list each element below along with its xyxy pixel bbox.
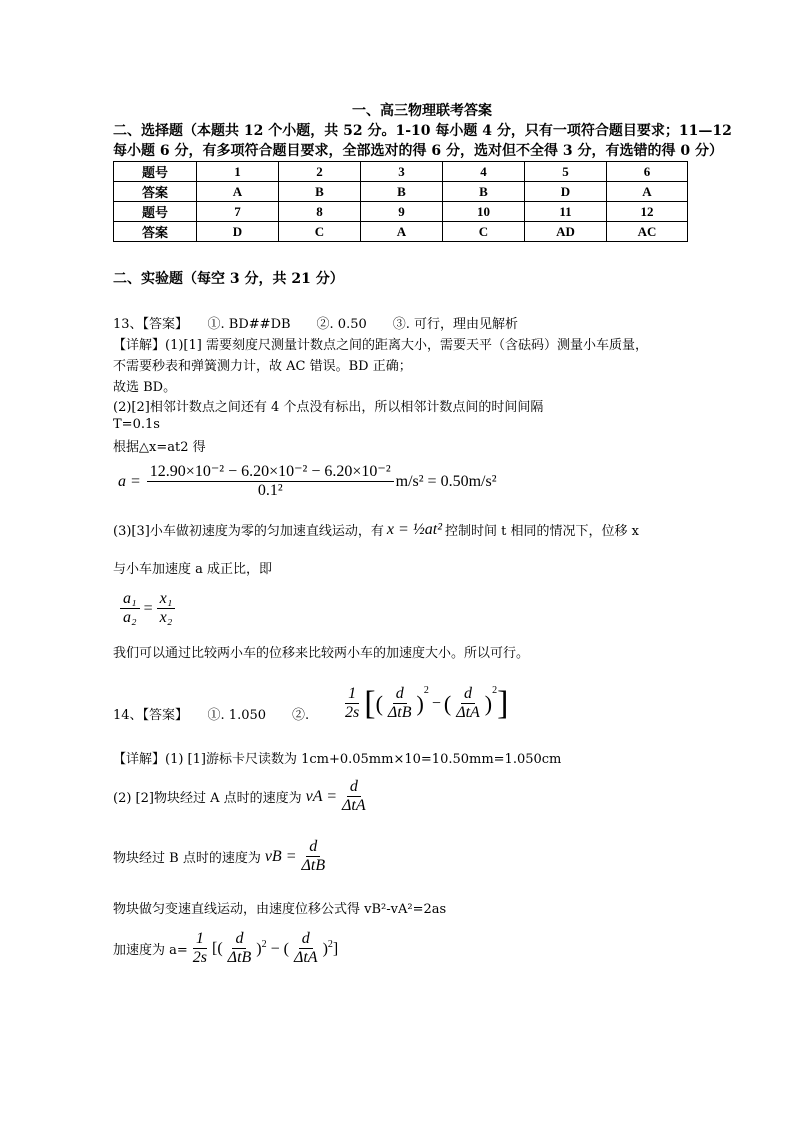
table-cell: A: [197, 182, 279, 202]
q14-answer-formula: $\frac{1}{2s}$ [ ( $\frac{d}{\text{ΔtB}}$ ) $^2$ − ( $\frac{d}{\text{ΔtA}}$ ) $^2$ ]: [340, 685, 508, 722]
table-cell: B: [443, 182, 525, 202]
frac-d: d: [347, 778, 361, 797]
frac-dtA: ΔtA: [293, 949, 318, 966]
q13-detail-3: 故选 BD。: [113, 380, 177, 395]
table-cell: 9: [361, 202, 443, 222]
table-cell: A: [361, 222, 443, 242]
q13-acceleration-formula: [118, 463, 497, 500]
frac-one: 1: [193, 930, 207, 949]
q13-detail-7-formula: x = ½at²: [386, 520, 442, 538]
q13-detail-8: 与小车加速度 a 成正比，即: [113, 562, 273, 577]
q14-detail-1: 【详解】(1) [1]游标卡尺读数为 1cm+0.05mm×10=10.50mm=1.050cm: [113, 752, 562, 767]
frac-2s: 2s: [192, 949, 208, 966]
table-cell: D: [525, 182, 607, 202]
table-cell: 8: [279, 202, 361, 222]
q13-detail-6: 根据△x=at2 得: [113, 440, 206, 455]
q13-detail-7-post: 控制时间 t 相同的情况下，位移 x: [444, 524, 639, 539]
frac-dtB: ΔtB: [227, 949, 252, 966]
page-title: 一、高三物理联考答案: [352, 103, 492, 119]
q14-answer: 14、【答案】 ①. 1.050 ②.: [113, 708, 310, 723]
ratio-a1: a₁: [120, 590, 140, 609]
table-cell: B: [361, 182, 443, 202]
formula-numerator: 12.90×10⁻² − 6.20×10⁻² − 6.20×10⁻²: [147, 463, 394, 482]
q13-answer: 13、【答案】 ①. BD##DB ②. 0.50 ③. 可行，理由见解析: [113, 317, 519, 332]
ratio-a2: a₂: [123, 609, 137, 626]
table-cell: 6: [607, 162, 688, 182]
table-cell: 题号: [114, 202, 197, 222]
table-cell: 11: [525, 202, 607, 222]
q13-detail-7-pre: (3)[3]小车做初速度为零的匀加速直线运动，有: [113, 524, 384, 539]
table-row: [114, 182, 688, 202]
q14-detail-5-pre: 加速度为 a=: [113, 943, 188, 958]
formula-denominator: 0.1²: [257, 482, 283, 499]
q13-detail-9: 我们可以通过比较两小车的位移来比较两小车的加速度大小。所以可行。: [113, 646, 530, 661]
frac-d: d: [461, 685, 475, 704]
table-cell: 题号: [114, 162, 197, 182]
section-choice-heading-1: 二、选择题（本题共 12 个小题，共 52 分。1-10 每小题 4 分，只有一项符合题目要求；11—12: [113, 123, 732, 139]
table-cell: 2: [279, 162, 361, 182]
table-cell: AC: [607, 222, 688, 242]
table-cell: 7: [197, 202, 279, 222]
ratio-x1: x₁: [157, 590, 176, 609]
table-cell: B: [279, 182, 361, 202]
frac-dtB: ΔtB: [301, 857, 326, 874]
section-choice-heading-2: 每小题 6 分，有多项符合题目要求，全部选对的得 6 分，选对但不全得 3 分，有选错的得 0 分）: [113, 143, 723, 159]
answer-table: [113, 161, 688, 242]
q13-detail-7: [113, 520, 639, 539]
frac-d: d: [232, 930, 246, 949]
table-cell: D: [197, 222, 279, 242]
frac-d: d: [306, 838, 320, 857]
table-cell: 12: [607, 202, 688, 222]
table-row: [114, 222, 688, 242]
q13-detail-5: T=0.1s: [113, 417, 160, 432]
q14-detail-3: [113, 838, 330, 875]
table-cell: C: [443, 222, 525, 242]
frac-one: 1: [345, 685, 359, 704]
vA-label: vA =: [305, 787, 338, 805]
formula-lhs: a =: [118, 472, 141, 490]
table-cell: C: [279, 222, 361, 242]
table-cell: 4: [443, 162, 525, 182]
q14-detail-2: [113, 778, 371, 815]
frac-d: d: [393, 685, 407, 704]
frac-dtA: ΔtA: [342, 797, 366, 814]
table-row: [114, 202, 688, 222]
table-cell: 1: [197, 162, 279, 182]
table-cell: A: [607, 182, 688, 202]
q14-detail-2-pre: (2) [2]物块经过 A 点时的速度为: [113, 791, 302, 806]
q14-detail-5: 加速度为 a= $\frac{1}{2s}$ [( $\frac{d}{\text{ΔtB}}$ )$^2$ − ( $\frac{d}{\text{ΔtA}}$ )$^2$]: [113, 930, 339, 966]
ratio-x2: x₂: [159, 609, 173, 626]
formula-rhs: m/s² = 0.50m/s²: [395, 472, 497, 490]
q13-ratio-formula: $\frac{\text{a₁}}{\text{a₂}}$ = $\frac{\text{x₁}}{\text{x₂}}$: [118, 590, 177, 627]
q13-detail-2: 不需要秒表和弹簧测力计，故 AC 错误。BD 正确；: [113, 359, 412, 374]
frac-d: d: [299, 930, 313, 949]
q14-detail-4: 物块做匀变速直线运动，由速度位移公式得 vB²-vA²=2as: [113, 902, 447, 917]
table-cell: 5: [525, 162, 607, 182]
q14-detail-3-pre: 物块经过 B 点时的速度为: [113, 851, 261, 866]
table-row: [114, 162, 688, 182]
frac-2s: 2s: [345, 704, 360, 721]
q13-detail-1: 【详解】(1)[1] 需要刻度尺测量计数点之间的距离大小，需要天平（含砝码）测量小车质量，: [113, 338, 648, 353]
vB-label: vB =: [264, 847, 297, 865]
table-cell: 答案: [114, 222, 197, 242]
table-cell: 3: [361, 162, 443, 182]
table-cell: AD: [525, 222, 607, 242]
frac-dtB: ΔtB: [387, 704, 412, 721]
q13-detail-4: (2)[2]相邻计数点之间还有 4 个点没有标出，所以相邻计数点间的时间间隔: [113, 400, 544, 415]
table-cell: 答案: [114, 182, 197, 202]
section-experiment-heading: 二、实验题（每空 3 分，共 21 分）: [113, 271, 344, 287]
table-cell: 10: [443, 202, 525, 222]
frac-dtA: ΔtA: [456, 704, 480, 721]
